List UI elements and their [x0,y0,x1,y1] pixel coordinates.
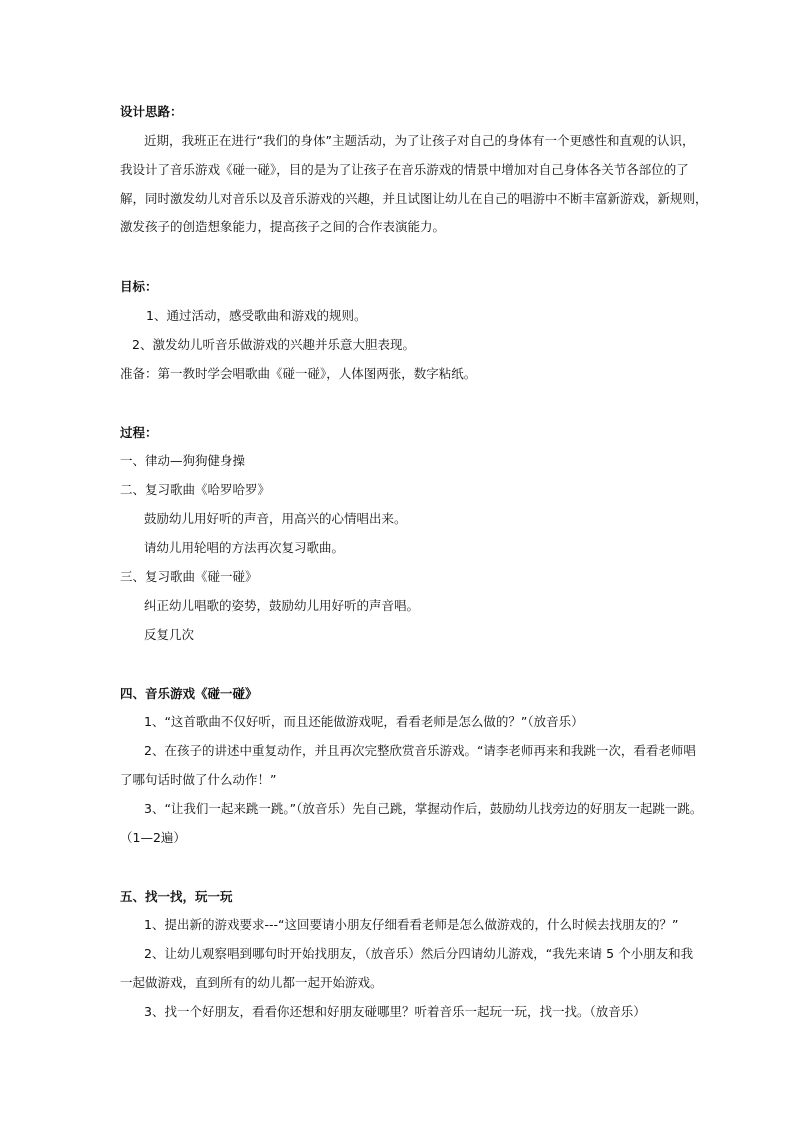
design-heading: 设计思路： [120,104,183,119]
preparation-text: 准备：第一教时学会唱歌曲《碰一碰》，人体图两张，数字粘纸。 [120,366,477,381]
process-substep: 纠正幼儿唱歌的姿势，鼓励幼儿用好听的声音唱。 [144,598,420,613]
process-step: 二、复习歌曲《哈罗哈罗》 [120,482,271,497]
section4-paragraph: 2、在孩子的讲述中重复动作，并且再次完整欣赏音乐游戏。“请李老师再来和我跳一次，看看老师唱 [144,743,696,758]
section4-heading: 四、音乐游戏《碰一碰》 [120,686,258,701]
section4-paragraph: 了哪句话时做了什么动作！” [120,772,277,787]
section5-heading: 五、找一找，玩一玩 [120,889,233,904]
process-heading: 过程： [120,425,158,440]
process-substep: 鼓励幼儿用好听的声音，用高兴的心情唱出来。 [144,511,407,526]
goal-item: 1、通过活动，感受歌曲和游戏的规则。 [146,308,367,323]
section5-paragraph: 3、找一个好朋友，看看你还想和好朋友碰哪里？听着音乐一起玩一玩，找一找。（放音乐） [144,1004,646,1019]
section5-paragraph: 2、让幼儿观察唱到哪句时开始找朋友，（放音乐）然后分四请幼儿游戏，“我先来请 5 个小朋友和我 [144,946,694,961]
design-paragraph-line: 解，同时激发幼儿对音乐以及音乐游戏的兴趣，并且试图让幼儿在自己的唱游中不断丰富新游戏，新规则， [120,191,708,206]
section4-paragraph: 1、“这首歌曲不仅好听，而且还能做游戏呢，看看老师是怎么做的？”（放音乐） [144,714,584,729]
process-substep: 请幼儿用轮唱的方法再次复习歌曲。 [144,540,345,555]
section4-paragraph: 3、“让我们一起来跳一跳。”（放音乐）先自己跳，掌握动作后，鼓励幼儿找旁边的好朋友一起跳一跳。 [144,801,703,816]
design-paragraph-line: 激发孩子的创造想象能力，提高孩子之间的合作表演能力。 [120,219,446,234]
section4-paragraph: （1—2遍） [120,830,186,845]
goals-heading: 目标： [120,279,158,294]
section5-paragraph: 一起做游戏，直到所有的幼儿都一起开始游戏。 [120,975,383,990]
design-paragraph-line: 近期，我班正在进行“我们的身体”主题活动，为了让孩子对自己的身体有一个更感性和直观的认识， [144,133,695,148]
goal-item: 2、激发幼儿听音乐做游戏的兴趣并乐意大胆表现。 [132,337,415,352]
design-paragraph-line: 我设计了音乐游戏《碰一碰》，目的是为了让孩子在音乐游戏的情景中增加对自己身体各关节各部位的了 [120,162,689,177]
process-step: 三、复习歌曲《碰一碰》 [120,569,258,584]
process-step: 一、律动—狗狗健身操 [120,453,246,468]
section5-paragraph: 1、提出新的游戏要求---“这回要请小朋友仔细看看老师是怎么做游戏的，什么时候去找朋友的？” [144,917,679,932]
process-substep: 反复几次 [144,627,195,642]
